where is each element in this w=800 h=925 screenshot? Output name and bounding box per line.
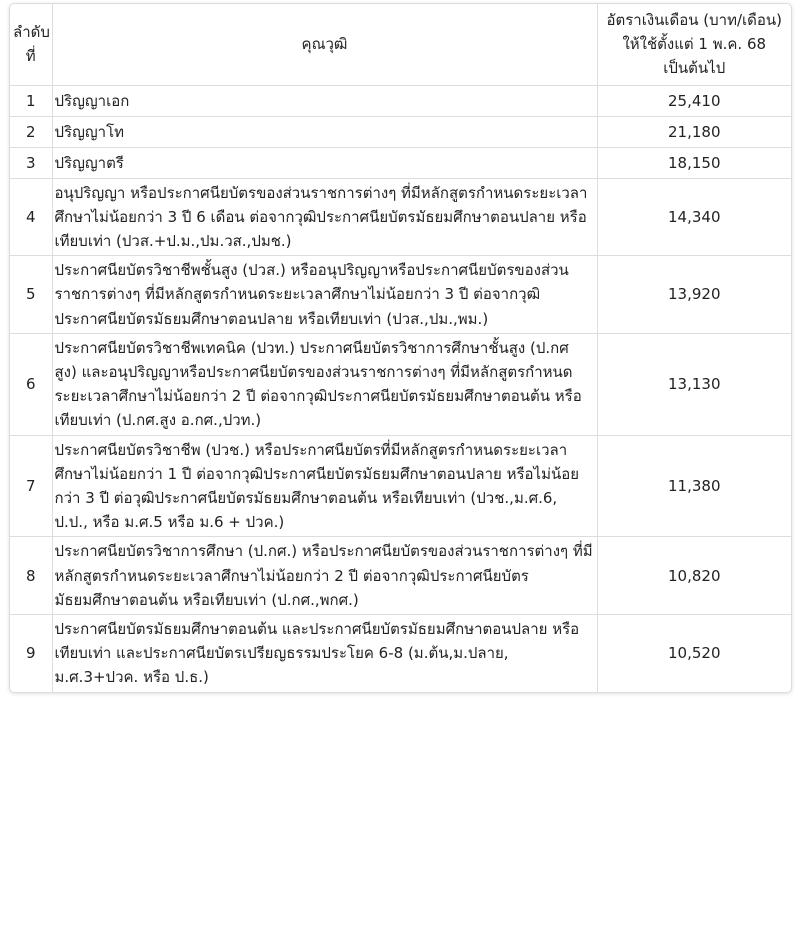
row-rate: 10,520 [597,615,791,692]
row-rate: 13,130 [597,333,791,435]
table-row [10,85,791,116]
row-number: 1 [10,85,52,116]
row-qualification: ประกาศนียบัตรวิชาการศึกษา (ป.กศ.) หรือประกาศนียบัตรของส่วนราชการต่างๆ ที่มีหลักสูตรกำหนดระยะเวลาศึกษาไม่น้อยกว่า 2 ปี ต่อจากวุฒิประกาศนียบัตรมัธยมศึกษาตอนต้น หรือเทียบเท่า (ป.กศ.,พกศ.) [52,537,597,615]
table-row [10,537,791,615]
header-rate: อัตราเงินเดือน (บาท/เดือน) ให้ใช้ตั้งแต่ 1 พ.ค. 68 เป็นต้นไป [597,4,791,85]
row-number: 6 [10,333,52,435]
header-no: ลำดับที่ [10,4,52,85]
table-row [10,256,791,334]
row-rate: 14,340 [597,178,791,256]
row-number: 5 [10,256,52,334]
row-qualification: อนุปริญญา หรือประกาศนียบัตรของส่วนราชการต่างๆ ที่มีหลักสูตรกำหนดระยะเวลาศึกษาไม่น้อยกว่า 3 ปี 6 เดือน ต่อจากวุฒิประกาศนียบัตรมัธยมศึกษาตอนปลาย หรือเทียบเท่า (ปวส.+ป.ม.,ปม.วส.,ปมช.) [52,178,597,256]
row-rate: 10,820 [597,537,791,615]
row-qualification: ปริญญาตรี [52,147,597,178]
header-qualification: คุณวุฒิ [52,4,597,85]
row-rate: 25,410 [597,85,791,116]
table-row [10,147,791,178]
row-number: 7 [10,435,52,537]
row-qualification: ประกาศนียบัตรมัธยมศึกษาตอนต้น และประกาศนียบัตรมัธยมศึกษาตอนปลาย หรือเทียบเท่า และประกาศนียบัตรเปรียญธรรมประโยค 6-8 (ม.ต้น,ม.ปลาย, ม.ศ.3+ปวค. หรือ ป.ธ.) [52,615,597,692]
salary-table-container [9,3,792,693]
row-qualification: ประกาศนียบัตรวิชาชีพเทคนิค (ปวท.) ประกาศนียบัตรวิชาการศึกษาชั้นสูง (ป.กศ สูง) และอนุปริญญาหรือประกาศนียบัตรของส่วนราชการต่างๆ ที่มีหลักสูตรกำหนดระยะเวลาศึกษาไม่น้อยกว่า 2 ปี ต่อจากวุฒิประกาศนียบัตรมัธยมศึกษาตอนต้น หรือเทียบเท่า (ป.กศ.สูง อ.กศ.,ปวท.) [52,333,597,435]
table-row [10,178,791,256]
row-rate: 13,920 [597,256,791,334]
table-row [10,435,791,537]
row-rate: 11,380 [597,435,791,537]
table-row [10,116,791,147]
row-number: 2 [10,116,52,147]
table-row [10,615,791,692]
row-number: 8 [10,537,52,615]
row-number: 4 [10,178,52,256]
row-rate: 18,150 [597,147,791,178]
row-number: 3 [10,147,52,178]
row-qualification: ประกาศนียบัตรวิชาชีพ (ปวช.) หรือประกาศนียบัตรที่มีหลักสูตรกำหนดระยะเวลาศึกษาไม่น้อยกว่า 1 ปี ต่อจากวุฒิประกาศนียบัตรมัธยมศึกษาตอนปลาย หรือไม่น้อยกว่า 3 ปี ต่อวุฒิประกาศนียบัตรมัธยมศึกษาตอนต้น หรือเทียบเท่า (ปวช.,ม.ศ.6, ป.ป., หรือ ม.ศ.5 หรือ ม.6 + ปวค.) [52,435,597,537]
row-qualification: ประกาศนียบัตรวิชาชีพชั้นสูง (ปวส.) หรืออนุปริญญาหรือประกาศนียบัตรของส่วนราชการต่างๆ ที่มีหลักสูตรกำหนดระยะเวลาศึกษาไม่น้อยกว่า 3 ปี ต่อจากวุฒิประกาศนียบัตรมัธยมศึกษาตอนปลาย หรือเทียบเท่า (ปวส.,ปม.,พม.) [52,256,597,334]
table-row [10,333,791,435]
row-rate: 21,180 [597,116,791,147]
row-qualification: ปริญญาเอก [52,85,597,116]
row-qualification: ปริญญาโท [52,116,597,147]
salary-table [10,4,791,692]
row-number: 9 [10,615,52,692]
table-header-row [10,4,791,85]
